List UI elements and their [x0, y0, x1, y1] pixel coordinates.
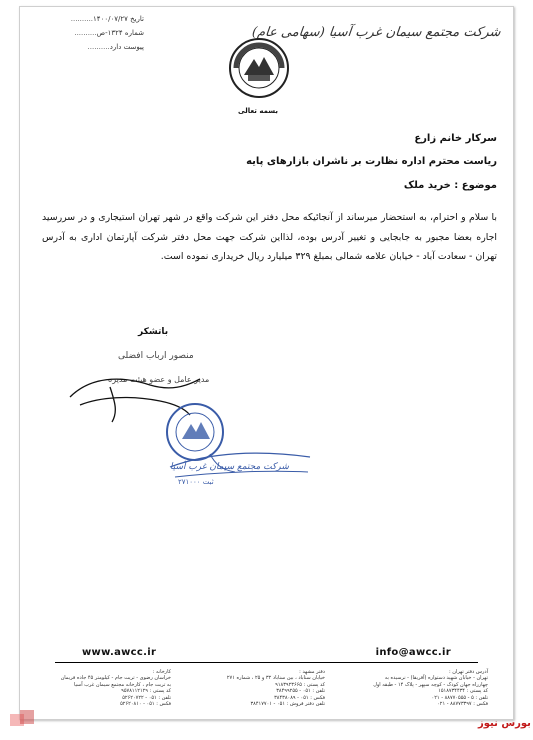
address-line: کد پستی : ۱۵۱۸۷۳۴۴۳۴	[438, 688, 488, 695]
address-line: خراسان رضوی - تربت جام - کیلومتر ۴۵ جاده فریمان	[60, 675, 171, 682]
date-field: تاریخ ۱۴۰۰/۰۷/۲۷..........	[70, 15, 144, 23]
number-label: شماره ۱۳۲۴-ص	[96, 29, 144, 37]
closing-thanks: باتشکر	[138, 327, 169, 337]
company-name: شرکت مجتمع سیمان غرب آسیا (سهامی عام)	[251, 25, 502, 40]
attachment-field: پیوست دارد..........	[87, 43, 144, 51]
number-field: شماره ۱۳۲۴-ص..........	[74, 29, 144, 37]
subject-line: موضوع : خرید ملک	[403, 180, 497, 191]
bismillah-text: بسمه تعالی	[238, 107, 279, 115]
date-label: تاریخ ۱۴۰۰/۰۷/۲۷	[93, 15, 144, 23]
signer-title: مدیر عامل و عضو هیئت مدیره	[108, 375, 210, 384]
address-mashhad	[227, 669, 325, 707]
address-line: تهران - خیابان شهید دستواره (آفریقا) - نرسیده به	[384, 675, 488, 682]
address-line: خیابان سناباد ، بین سناباد ۳۲ و ۲۵ ، شماره ۲۷۱	[226, 675, 325, 682]
address-line: دفتر مشهد :	[299, 669, 325, 675]
address-line: تلفن : ۰۵۱ - ۳۸۴۹۹۲۵۵	[276, 688, 325, 695]
address-line: کد پستی : ۹۱۸۳۹۲۳۶۶۵	[275, 681, 325, 688]
signer-name: منصور ارباب افضلی	[118, 351, 194, 361]
address-line: تلفن : ۰۵۱ - ۵۲۶۲۰۷۲۲	[122, 694, 171, 701]
address-line: به تربت جام ، کارخانه مجتمع سیمان غرب آسیا	[73, 681, 171, 688]
address-tehran	[373, 669, 488, 707]
boursenews-watermark-icon	[8, 708, 38, 730]
address-factory	[61, 669, 171, 707]
footer-rule	[55, 662, 478, 663]
company-logo	[228, 37, 290, 99]
address-line: فکس : ۰۵۱ - ۳۸۴۳۸۰۸۹	[274, 694, 325, 701]
address-line: کارخانه :	[152, 669, 171, 675]
address-line: فکس : ۸۸۷۷۳۳۹۷ - ۰۲۱	[437, 701, 488, 708]
letter-body: با سلام و احترام، به استحضار میرساند از آنجائیکه محل دفتر این شرکت واقع در شهر تهران استیجاری و در سررسید اجاره بعضا مجبور به جابجایی و تغییر آدرس بوده، لذااین شرکت جهت محل دفتر شرکت آپارتمان اداری به آدرس تهران - سعادت آباد - خیابان علامه شمالی بمبلغ ۳۲۹ میلیارد ریال خریداری نموده است.	[42, 212, 497, 262]
letter-page	[19, 6, 514, 720]
stamp-registration: ثبت ۲۷۱۰۰۰	[178, 478, 214, 486]
department: ریاست محترم اداره نظارت بر ناشران بازارهای پایه	[246, 156, 497, 167]
attachment-label: پیوست دارد	[109, 43, 144, 51]
email-text: info@awcc.ir	[375, 647, 451, 658]
address-line: تلفن دفتر فروش : ۰۵۱ - ۳۸۴۱۷۷۰۱	[250, 701, 325, 708]
company-stamp	[150, 392, 320, 502]
stamp-company: شرکت مجتمع سیمان غرب آسیا	[170, 462, 289, 472]
address-line: کد پستی : ۹۵۷۸۱۱۲۱۲۹	[121, 688, 171, 695]
address-line: فکس : ۰۵۱ - ۵۲۶۲۰۸۱۰	[120, 701, 171, 708]
boursenews-label: بورس نیوز	[478, 718, 531, 729]
address-line: تلفن : ۵ - ۸۸۷۷۰۵۵۵ - ۰۲۱	[431, 694, 488, 701]
address-line: چهارراه جهان کودک - کوچه سپهر - پلاک ۱۴ - طبقه اول	[373, 681, 488, 688]
address-line: آدرس دفتر تهران :	[449, 669, 488, 675]
website-text: www.awcc.ir	[82, 647, 157, 658]
recipient: سرکار خانم زارع	[414, 133, 497, 144]
